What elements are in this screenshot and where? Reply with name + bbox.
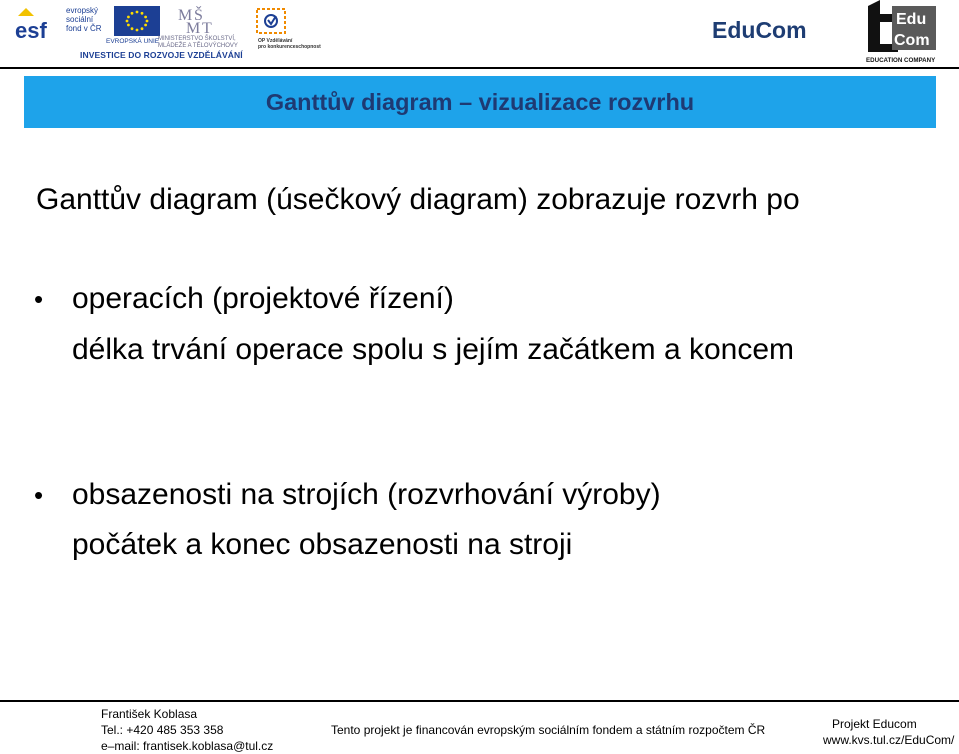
- educom-logo-edu: Edu: [896, 11, 927, 28]
- footer-funding-note: Tento projekt je financován evropským sociálním fondem a státním rozpočtem ČR: [331, 723, 766, 737]
- eu-flag-icon: [114, 6, 160, 36]
- bullet-2-line-2: počátek a konec obsazenosti na stroji: [72, 528, 573, 561]
- partner-logos: [14, 4, 321, 64]
- esf-text-line: fond v ČR: [66, 24, 102, 33]
- educom-logo: [866, 0, 938, 64]
- msmt-caption-line: MINISTERSTVO ŠKOLSTVÍ,: [158, 36, 236, 42]
- op-logo: [254, 6, 288, 36]
- msmt-logo: [174, 4, 234, 34]
- eu-caption: EVROPSKÁ UNIE: [106, 38, 160, 45]
- footer-email[interactable]: e–mail: frantisek.koblasa@tul.cz: [101, 739, 274, 753]
- header-divider: [0, 67, 959, 69]
- brand-title: EduCom: [712, 17, 807, 43]
- bullet-1-line-2: délka trvání operace spolu s jejím začátkem a koncem: [72, 333, 795, 366]
- footer-author: František Koblasa: [101, 707, 198, 721]
- educom-logo-caption: EDUCATION COMPANY: [866, 57, 936, 64]
- bullet-1-line-1: operacích (projektové řízení): [72, 282, 454, 315]
- slide-title-bar: [24, 76, 936, 128]
- msmt-caption-line: MLÁDEŽE A TĚLOVÝCHOVY: [158, 43, 238, 49]
- op-caption-line: pro konkurenceschopnost: [258, 44, 321, 50]
- bullet-2-line-1: obsazenosti na strojích (rozvrhování výroby): [72, 478, 661, 511]
- footer-website-link[interactable]: www.kvs.tul.cz/EduCom/: [823, 733, 955, 747]
- esf-logo-text: esf: [15, 18, 47, 42]
- svg-text:Š: Š: [194, 7, 203, 24]
- op-caption-line: OP Vzdělávání: [258, 38, 293, 44]
- esf-text-line: sociální: [66, 15, 94, 24]
- slide-title: Ganttův diagram – vizualizace rozvrhu: [265, 88, 695, 115]
- svg-text:M: M: [178, 7, 193, 24]
- bullet-icon: •: [34, 480, 44, 510]
- investment-slogan: INVESTICE DO ROZVOJE VZDĚLÁVÁNÍ: [80, 50, 243, 60]
- svg-text:M: M: [186, 20, 201, 34]
- footer-divider: [0, 700, 959, 702]
- esf-logo: [14, 6, 62, 42]
- educom-logo-com: Com: [894, 32, 930, 49]
- esf-text-line: evropský: [66, 6, 99, 15]
- footer-phone: Tel.: +420 485 353 358: [101, 723, 224, 737]
- esf-text: [66, 6, 114, 33]
- footer-project-name: Projekt Educom: [832, 717, 917, 731]
- bullet-icon: •: [34, 284, 44, 314]
- intro-text: Ganttův diagram (úsečkový diagram) zobrazuje rozvrh po: [36, 183, 800, 216]
- op-caption: [258, 38, 321, 50]
- svg-text:T: T: [202, 20, 212, 34]
- msmt-caption: [158, 36, 238, 50]
